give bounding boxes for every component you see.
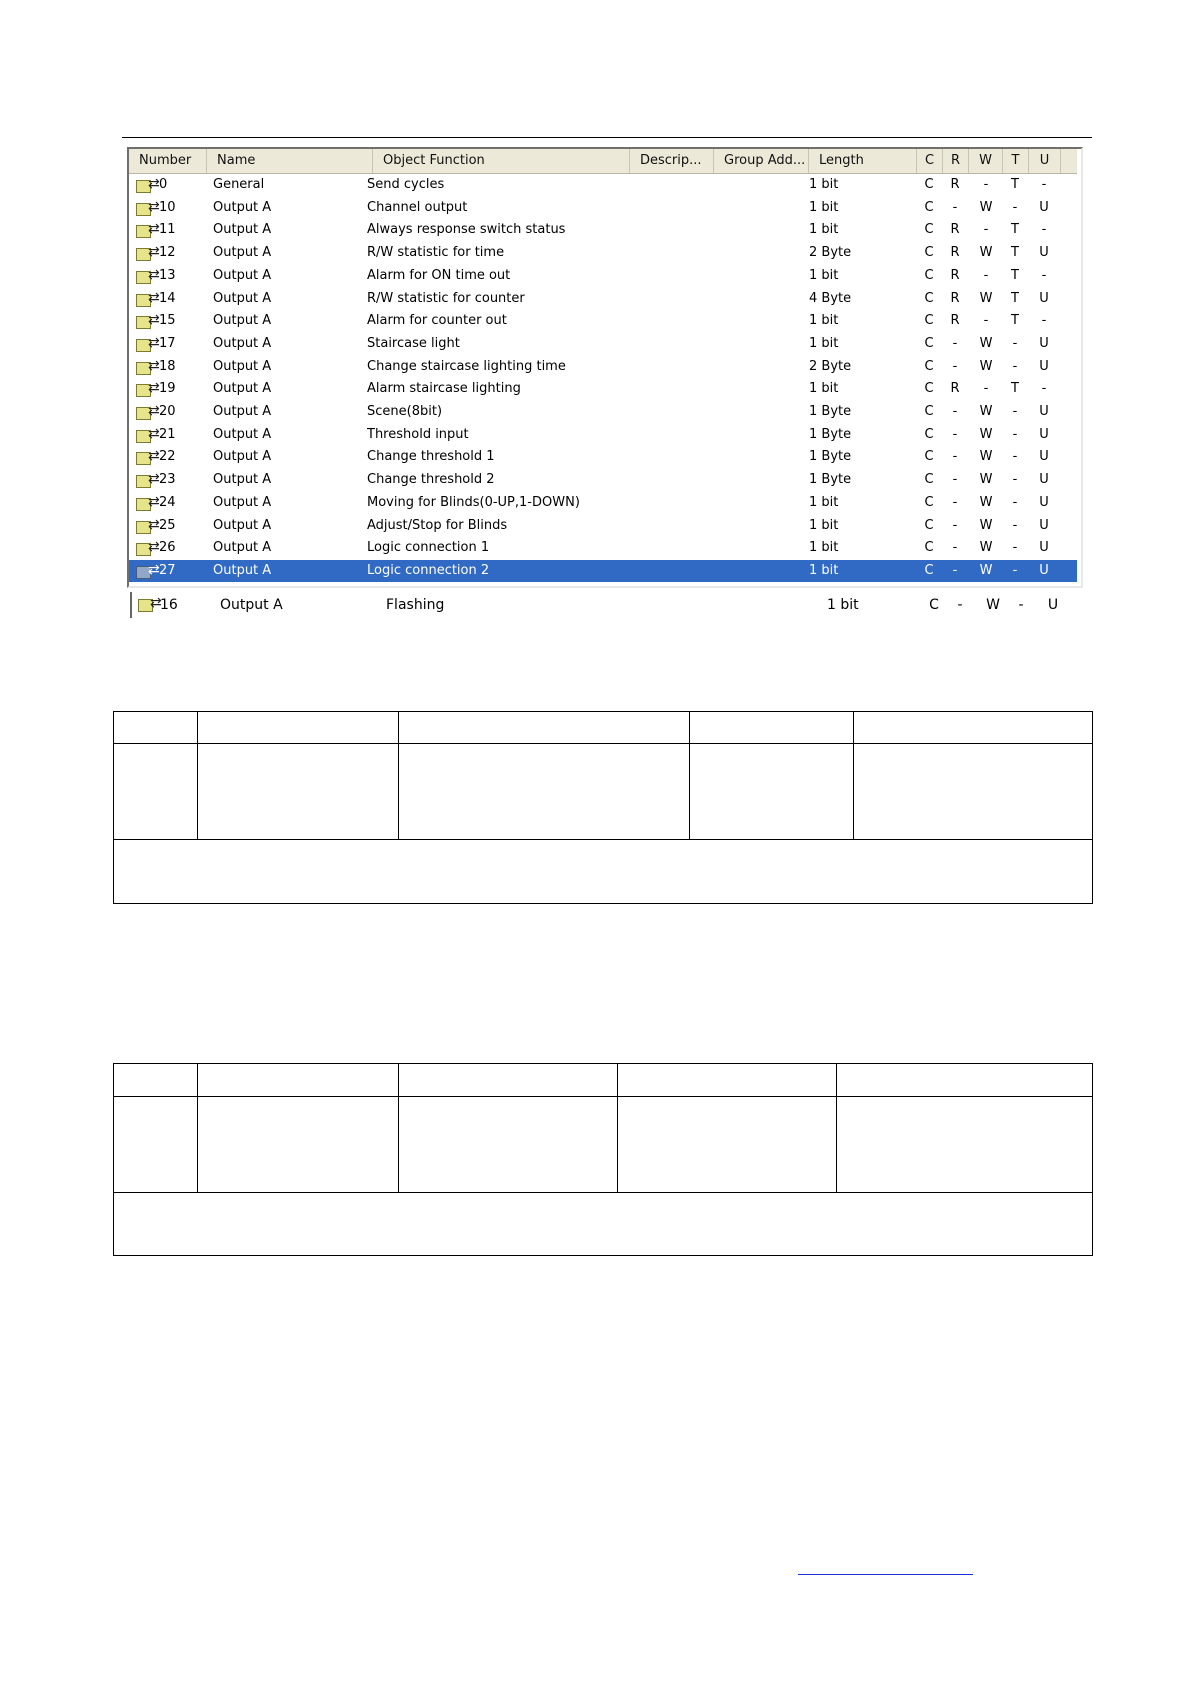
cell-number: 18 <box>159 358 176 374</box>
cell-w: W <box>979 472 993 488</box>
table-row[interactable] <box>129 378 1077 400</box>
communication-object-icon: ⇄ <box>136 540 158 556</box>
cell-name: Output A <box>213 449 272 465</box>
column-header-group-address[interactable]: Group Add... <box>714 149 809 173</box>
communication-object-icon: ⇄ <box>136 518 158 534</box>
cell-function: Change staircase lighting time <box>367 358 566 374</box>
cell-number: 19 <box>159 381 176 397</box>
cell-u: U <box>1039 404 1049 419</box>
cell-w: W <box>979 562 993 578</box>
cell-u: U <box>1039 540 1049 556</box>
column-header-object-function[interactable]: Object Function <box>373 149 630 173</box>
table-row[interactable] <box>129 333 1077 355</box>
cell-r: - <box>952 335 958 351</box>
extra-object-row[interactable] <box>130 592 1092 618</box>
cell-r: R <box>950 245 960 261</box>
cell-r: - <box>952 426 958 442</box>
cell-length: 1 bit <box>809 494 839 510</box>
table-row[interactable] <box>129 219 1077 241</box>
cell-w: W <box>979 540 993 556</box>
cell-length: 1 bit <box>809 199 839 215</box>
cell-c: C <box>924 245 934 261</box>
cell-number: 12 <box>159 245 176 261</box>
cell-number: 24 <box>159 494 176 510</box>
extra-row-t: - <box>1018 597 1024 613</box>
table-divider <box>836 1064 837 1192</box>
cell-name: Output A <box>213 245 272 261</box>
cell-function: Change threshold 1 <box>367 449 495 465</box>
column-header-row <box>129 149 1077 174</box>
table-divider <box>197 1064 198 1192</box>
communication-object-icon: ⇄ <box>136 563 158 579</box>
communication-object-icon: ⇄ <box>136 177 158 193</box>
communication-object-icon: ⇄ <box>136 404 158 420</box>
cell-number: 23 <box>159 472 176 488</box>
cell-r: - <box>952 404 958 419</box>
communication-object-icon: ⇄ <box>136 313 158 329</box>
cell-r: - <box>952 199 958 215</box>
column-header-c[interactable]: C <box>917 149 943 173</box>
table-rule <box>114 743 1092 744</box>
column-header-u[interactable]: U <box>1029 149 1061 173</box>
communication-object-icon: ⇄ <box>136 359 158 375</box>
cell-u: U <box>1039 449 1049 465</box>
cell-name: Output A <box>213 290 272 306</box>
table-row[interactable] <box>129 356 1077 378</box>
cell-t: - <box>1012 426 1018 442</box>
cell-function: Logic connection 1 <box>367 540 490 556</box>
cell-r: - <box>952 517 958 533</box>
column-header-description[interactable]: Descrip... <box>630 149 714 173</box>
cell-t: - <box>1012 449 1018 465</box>
cell-number: 27 <box>159 562 176 578</box>
cell-r: - <box>952 472 958 488</box>
cell-name: Output A <box>213 472 272 488</box>
cell-function: Channel output <box>367 199 468 215</box>
cell-u: - <box>1041 222 1047 238</box>
table-divider <box>853 712 854 839</box>
cell-c: C <box>924 562 934 578</box>
table-divider <box>689 712 690 839</box>
table-divider <box>617 1064 618 1192</box>
cell-name: Output A <box>213 199 272 215</box>
cell-name: Output A <box>213 267 272 283</box>
cell-u: U <box>1039 199 1049 215</box>
cell-length: 1 bit <box>809 540 839 556</box>
communication-object-icon: ⇄ <box>136 381 158 397</box>
cell-t: T <box>1011 290 1019 306</box>
communication-object-icon: ⇄ <box>136 222 158 238</box>
cell-t: - <box>1012 472 1018 488</box>
column-header-number[interactable]: Number <box>129 149 207 173</box>
table-row[interactable] <box>129 537 1077 559</box>
cell-name: Output A <box>213 494 272 510</box>
cell-name: Output A <box>213 222 272 238</box>
cell-t: - <box>1012 517 1018 533</box>
cell-u: - <box>1041 267 1047 283</box>
cell-r: - <box>952 540 958 556</box>
cell-c: C <box>924 517 934 533</box>
cell-u: - <box>1041 177 1047 192</box>
empty-table-1 <box>113 711 1093 904</box>
cell-number: 22 <box>159 449 176 465</box>
cell-name: Output A <box>213 358 272 374</box>
cell-number: 11 <box>159 222 176 238</box>
cell-t: - <box>1012 404 1018 419</box>
cell-length: 2 Byte <box>809 245 852 261</box>
table-divider <box>197 712 198 839</box>
cell-name: Output A <box>213 540 272 556</box>
cell-w: W <box>979 245 993 261</box>
cell-name: Output A <box>213 426 272 442</box>
table-divider <box>398 712 399 839</box>
table-row[interactable] <box>129 401 1077 423</box>
cell-r: R <box>950 290 960 306</box>
cell-name: Output A <box>213 313 272 329</box>
cell-function: R/W statistic for time <box>367 245 505 261</box>
cell-u: U <box>1039 335 1049 351</box>
cell-length: 1 bit <box>809 381 839 397</box>
cell-w: W <box>979 199 993 215</box>
table-row-selected[interactable] <box>129 560 1077 582</box>
table-row[interactable] <box>129 469 1077 491</box>
cell-name: General <box>213 177 265 192</box>
cell-function: Staircase light <box>367 335 460 351</box>
object-list-window[interactable] <box>127 147 1083 588</box>
cell-t: - <box>1012 562 1018 578</box>
cell-w: W <box>979 335 993 351</box>
cell-r: R <box>950 222 960 238</box>
cell-length: 2 Byte <box>809 358 852 374</box>
cell-function: R/W statistic for counter <box>367 290 525 306</box>
row-edge-marker <box>130 592 132 618</box>
extra-row-name: Output A <box>220 597 283 613</box>
cell-length: 1 bit <box>809 313 839 329</box>
cell-t: T <box>1011 177 1019 192</box>
table-row[interactable] <box>129 492 1077 514</box>
cell-number: 0 <box>159 177 168 192</box>
communication-object-icon: ⇄ <box>138 596 160 612</box>
cell-c: C <box>924 177 934 192</box>
cell-number: 20 <box>159 404 176 419</box>
cell-c: C <box>924 472 934 488</box>
cell-w: - <box>983 313 989 329</box>
communication-object-icon: ⇄ <box>136 245 158 261</box>
cell-t: - <box>1012 494 1018 510</box>
cell-function: Logic connection 2 <box>367 562 490 578</box>
cell-r: - <box>952 358 958 374</box>
cell-c: C <box>924 381 934 397</box>
cell-length: 1 Byte <box>809 426 852 442</box>
cell-c: C <box>924 290 934 306</box>
cell-number: 10 <box>159 199 176 215</box>
column-header-w[interactable]: W <box>969 149 1003 173</box>
cell-t: T <box>1011 313 1019 329</box>
table-row[interactable] <box>129 288 1077 310</box>
cell-c: C <box>924 313 934 329</box>
cell-length: 1 bit <box>809 335 839 351</box>
cell-length: 1 bit <box>809 562 839 578</box>
cell-u: U <box>1039 494 1049 510</box>
empty-table-2 <box>113 1063 1093 1256</box>
cell-function: Scene(8bit) <box>367 404 443 419</box>
cell-number: 15 <box>159 313 176 329</box>
extra-row-number: 16 <box>160 597 178 613</box>
table-row[interactable] <box>129 424 1077 446</box>
cell-function: Always response switch status <box>367 222 566 238</box>
cell-t: - <box>1012 540 1018 556</box>
cell-u: - <box>1041 381 1047 397</box>
column-header-r[interactable]: R <box>943 149 969 173</box>
communication-object-icon: ⇄ <box>136 336 158 352</box>
cell-t: - <box>1012 358 1018 374</box>
cell-t: T <box>1011 267 1019 283</box>
communication-object-icon: ⇄ <box>136 291 158 307</box>
cell-function: Change threshold 2 <box>367 472 495 488</box>
table-rule <box>114 839 1092 840</box>
cell-number: 17 <box>159 335 176 351</box>
extra-row-c: C <box>929 597 939 613</box>
table-rule <box>114 1096 1092 1097</box>
cell-length: 1 bit <box>809 222 839 238</box>
extra-row-u: U <box>1047 597 1059 613</box>
table-row[interactable] <box>129 242 1077 264</box>
table-row[interactable] <box>129 446 1077 468</box>
cell-function: Alarm for counter out <box>367 313 507 329</box>
cell-r: R <box>950 267 960 283</box>
extra-row-length: 1 bit <box>827 597 859 613</box>
cell-w: - <box>983 177 989 192</box>
cell-function: Adjust/Stop for Blinds <box>367 517 508 533</box>
cell-length: 1 bit <box>809 177 839 192</box>
cell-t: T <box>1011 222 1019 238</box>
cell-r: - <box>952 562 958 578</box>
extra-row-r: - <box>957 597 963 613</box>
cell-name: Output A <box>213 517 272 533</box>
cell-function: Send cycles <box>367 177 445 192</box>
communication-object-icon: ⇄ <box>136 200 158 216</box>
cell-r: R <box>950 381 960 397</box>
cell-name: Output A <box>213 381 272 397</box>
cell-w: W <box>979 358 993 374</box>
cell-length: 1 Byte <box>809 449 852 465</box>
cell-r: - <box>952 449 958 465</box>
extra-row-w: W <box>986 597 1000 613</box>
cell-c: C <box>924 449 934 465</box>
cell-c: C <box>924 426 934 442</box>
communication-object-icon: ⇄ <box>136 268 158 284</box>
cell-c: C <box>924 199 934 215</box>
cell-u: U <box>1039 562 1049 578</box>
cell-u: U <box>1039 472 1049 488</box>
cell-length: 1 bit <box>809 267 839 283</box>
cell-w: W <box>979 404 993 419</box>
cell-r: - <box>952 494 958 510</box>
column-header-t[interactable]: T <box>1003 149 1029 173</box>
communication-object-icon: ⇄ <box>136 427 158 443</box>
cell-w: - <box>983 222 989 238</box>
table-row[interactable] <box>129 197 1077 219</box>
cell-c: C <box>924 358 934 374</box>
cell-c: C <box>924 267 934 283</box>
cell-name: Output A <box>213 562 272 578</box>
cell-c: C <box>924 222 934 238</box>
cell-r: R <box>950 177 960 192</box>
column-header-name[interactable]: Name <box>207 149 373 173</box>
cell-t: T <box>1011 245 1019 261</box>
cell-name: Output A <box>213 404 272 419</box>
cell-w: - <box>983 267 989 283</box>
cell-w: W <box>979 426 993 442</box>
cell-name: Output A <box>213 335 272 351</box>
hyperlink-underline[interactable] <box>798 1574 973 1575</box>
cell-u: U <box>1039 517 1049 533</box>
table-row[interactable] <box>129 174 1077 196</box>
table-row[interactable] <box>129 515 1077 537</box>
cell-r: R <box>950 313 960 329</box>
cell-w: - <box>983 381 989 397</box>
cell-u: U <box>1039 426 1049 442</box>
cell-t: - <box>1012 335 1018 351</box>
cell-w: W <box>979 494 993 510</box>
cell-c: C <box>924 494 934 510</box>
cell-w: W <box>979 517 993 533</box>
communication-object-icon: ⇄ <box>136 472 158 488</box>
cell-u: U <box>1039 290 1049 306</box>
table-row[interactable] <box>129 310 1077 332</box>
cell-length: 1 Byte <box>809 404 852 419</box>
cell-u: - <box>1041 313 1047 329</box>
communication-object-icon: ⇄ <box>136 449 158 465</box>
cell-length: 1 bit <box>809 517 839 533</box>
cell-function: Alarm for ON time out <box>367 267 511 283</box>
cell-number: 21 <box>159 426 176 442</box>
page-top-rule <box>122 137 1092 138</box>
cell-c: C <box>924 335 934 351</box>
column-header-length[interactable]: Length <box>809 149 917 173</box>
cell-number: 26 <box>159 540 176 556</box>
cell-length: 4 Byte <box>809 290 852 306</box>
cell-w: W <box>979 290 993 306</box>
cell-t: - <box>1012 199 1018 215</box>
cell-number: 13 <box>159 267 176 283</box>
table-divider <box>398 1064 399 1192</box>
cell-function: Moving for Blinds(0-UP,1-DOWN) <box>367 494 580 510</box>
cell-w: W <box>979 449 993 465</box>
cell-u: U <box>1039 358 1049 374</box>
communication-object-icon: ⇄ <box>136 495 158 511</box>
cell-number: 14 <box>159 290 176 306</box>
cell-function: Threshold input <box>367 426 469 442</box>
cell-t: T <box>1011 381 1019 397</box>
cell-c: C <box>924 404 934 419</box>
cell-number: 25 <box>159 517 176 533</box>
table-row[interactable] <box>129 265 1077 287</box>
cell-length: 1 Byte <box>809 472 852 488</box>
extra-row-function: Flashing <box>386 597 445 613</box>
cell-function: Alarm staircase lighting <box>367 381 521 397</box>
table-rule <box>114 1192 1092 1193</box>
cell-c: C <box>924 540 934 556</box>
cell-u: U <box>1039 245 1049 261</box>
